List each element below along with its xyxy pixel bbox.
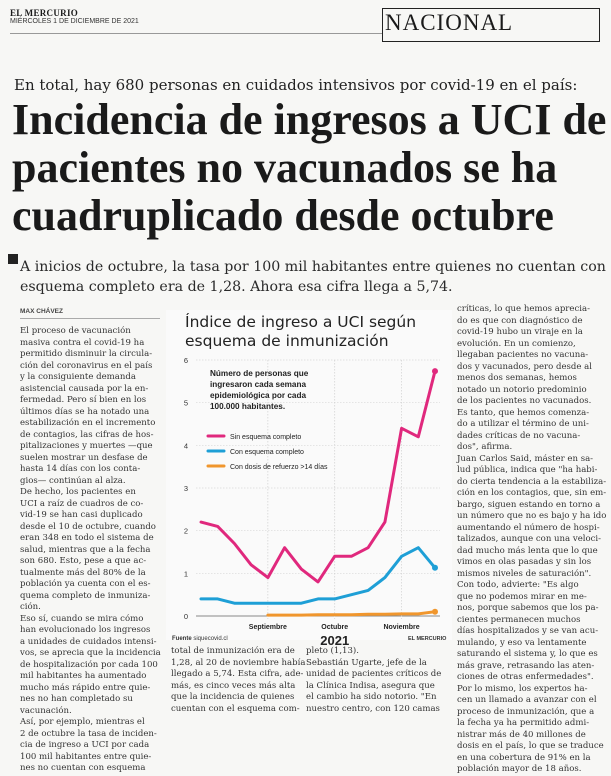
article-line: eran 348 en todo el sistema de xyxy=(20,533,154,543)
article-line: llegaban pacientes no vacuna- xyxy=(457,350,589,360)
y-tick-label: 5 xyxy=(183,398,188,408)
article-line: pleto (1,13). xyxy=(306,646,359,656)
article-column-2 xyxy=(171,646,306,715)
article-line: El proceso de vacunación xyxy=(20,326,131,336)
article-line: la Clínica Indisa, asegura que xyxy=(306,680,435,691)
deck-line: esquema completo era de 1,28. Ahora esa cifra llega a 5,74. xyxy=(20,279,453,295)
article-line: permitido disminuir la circula- xyxy=(20,349,153,359)
article-line: a unidades de cuidados intensi- xyxy=(20,636,157,647)
article-line: de los pacientes no vacunados. xyxy=(457,396,592,406)
masthead-date: MIÉRCOLES 1 DE DICIEMBRE DE 2021 xyxy=(10,18,139,25)
x-tick-label: Noviembre xyxy=(383,624,420,631)
article-column-4 xyxy=(457,304,607,776)
y-tick-label: 0 xyxy=(183,612,188,621)
article-line: salud, mientras que a la fecha xyxy=(20,544,151,555)
deck xyxy=(20,257,605,297)
article-line: mil habitantes ha aumentado xyxy=(20,671,147,681)
article-line: vacunación. xyxy=(20,705,72,716)
article-line: llegado a 5,74. Esta cifra, ade- xyxy=(171,669,304,679)
article-line: fermedad. Pero sí bien en los xyxy=(20,395,147,405)
article-line: críticas, lo que hemos aprecia- xyxy=(457,304,590,314)
chart-title-line: esquema de inmunización xyxy=(185,332,389,350)
chart-source xyxy=(172,636,228,642)
headline-line: Incidencia de ingresos a UCI de xyxy=(12,95,607,144)
article-line: mucho más rápido entre quie- xyxy=(20,682,151,693)
article-line: vid-19 se han casi duplicado xyxy=(20,510,143,520)
chart-annotation-line: Número de personas que xyxy=(210,369,309,378)
section-name: NACIONAL xyxy=(385,10,514,35)
article-line: ciones de otras enfermedades". xyxy=(457,672,594,682)
chart-title xyxy=(185,313,445,351)
article-line: Juan Carlos Said, máster en sa- xyxy=(457,453,594,464)
y-tick-label: 4 xyxy=(183,441,188,451)
chart-annotation-line: ingresaron cada semana xyxy=(210,380,307,389)
article-line: covid-19 hubo un viraje en la xyxy=(457,327,583,337)
article-line: últimos días se ha notado una xyxy=(20,406,150,417)
article-line: cuentan con el esquema com- xyxy=(171,703,300,714)
article-line: talizados, aunque con una veloci- xyxy=(457,534,602,544)
article-line: quema completo de inmuniza- xyxy=(20,590,151,601)
headline-line: pacientes no vacunados se ha xyxy=(12,143,558,192)
article-line: do a utilizar el término de uni- xyxy=(457,419,589,429)
article-line: saturando el sistema y, lo que es xyxy=(457,649,598,659)
byline: MAX CHÁVEZ xyxy=(20,308,63,315)
article-line: Eso sí, cuando se mira cómo xyxy=(20,613,144,624)
article-line: 1,28, al 20 de noviembre había xyxy=(171,657,306,668)
article-line: ción en los contagios, que, sin em- xyxy=(457,488,607,498)
article-line: nos, porque sabemos que los pa- xyxy=(457,603,599,613)
article-line: que no podemos mirar en me- xyxy=(457,591,587,602)
article-line: dos", afirma. xyxy=(457,442,513,452)
article-line: Sebastián Ugarte, jefe de la xyxy=(306,657,427,668)
masthead-rule xyxy=(10,33,382,34)
article-line: UCI a raíz de cuadros de co- xyxy=(20,498,144,509)
article-line: nes no cuentan con esquema xyxy=(20,763,146,773)
y-tick-label: 2 xyxy=(183,526,188,536)
article-line: población ya cuenta con el es- xyxy=(20,579,151,589)
byline-rule xyxy=(20,318,160,319)
chart-source-text: siquecovid.cl xyxy=(193,636,228,642)
article-line: desde el 10 de octubre, cuando xyxy=(20,521,156,532)
chart-source-label: Fuente xyxy=(172,636,192,642)
article-line: do es que con diagnóstico de xyxy=(457,315,583,326)
article-line: 2 de octubre la tasa de inciden- xyxy=(20,728,157,739)
article-line: do cierta tendencia a la estabiliza- xyxy=(457,476,607,487)
deck-bullet xyxy=(8,254,18,264)
article-line: cientes permanecen muchos xyxy=(457,614,581,625)
article-line: evolución. En un comienzo, xyxy=(457,338,576,349)
article-line: dad mucho más lenta que lo que xyxy=(457,545,598,556)
article-line: cia de ingreso a UCI por cada xyxy=(20,740,150,750)
headline xyxy=(12,95,607,240)
article-line: Así, por ejemplo, mientras el xyxy=(20,717,145,727)
x-tick-label: Septiembre xyxy=(248,624,287,631)
article-line: son 680. Esto, pese a que ac- xyxy=(20,556,147,566)
article-line: que la incidencia de quienes xyxy=(171,692,295,702)
series-line-1 xyxy=(201,548,435,604)
article-line: la fecha ya ha permitido admi- xyxy=(457,718,590,728)
headline-line: cuadruplicado desde octubre xyxy=(12,191,554,240)
article-line: total de inmunización era de xyxy=(171,646,295,656)
article-line: proceso de inmunización, que a xyxy=(457,706,595,717)
chart-title-line: Índice de ingreso a UCI según xyxy=(185,313,417,331)
y-tick-label: 6 xyxy=(183,356,188,365)
article-line: Con todo, advierte: "Es algo xyxy=(457,580,579,590)
article-line: 100 mil habitantes entre quie- xyxy=(20,751,152,762)
article-line: nuestro centro, con 120 camas xyxy=(306,703,440,714)
article-line: cen un llamado a avanzar con el xyxy=(457,695,597,705)
article-line: el cambio ha sido notorio. "En xyxy=(306,692,437,702)
article-line: ción. xyxy=(20,602,41,612)
article-line: estabilización en el incremento xyxy=(20,418,156,428)
chart-credit: EL MERCURIO xyxy=(408,636,447,642)
series-endpoint-2 xyxy=(432,609,438,615)
article-line: hasta 14 días con los conta- xyxy=(20,464,141,474)
legend-label: Sin esquema completo xyxy=(230,434,302,441)
article-line: nes no han completado su xyxy=(20,694,133,704)
article-line: ción del coronavirus en el país xyxy=(20,360,153,371)
article-line: pitalizaciones y muertes —que xyxy=(20,441,153,451)
article-line: un número que no es bajo y ha ido xyxy=(457,511,607,521)
y-tick-label: 1 xyxy=(183,569,188,579)
series-endpoint-1 xyxy=(432,565,438,571)
chart-annotation-line: 100.000 habitantes. xyxy=(210,402,286,411)
article-line: notado un notorio predominio xyxy=(457,384,587,395)
article-line: dos y vacunados, pero desde al xyxy=(457,361,592,372)
article-line: vimos en olas pasadas y sin los xyxy=(457,557,592,567)
article-line: de hospitalización por cada 100 xyxy=(20,659,158,670)
article-line: asistencial causada por la en- xyxy=(20,383,149,394)
article-line: unidad de pacientes críticos de xyxy=(306,669,442,679)
article-line: y la consiguiente demanda xyxy=(20,372,136,382)
article-line: De hecho, los pacientes en xyxy=(20,487,136,497)
deck-line: A inicios de octubre, la tasa por 100 mil habitantes entre quienes no cuentan con xyxy=(20,259,606,275)
chart-annotation-line: epidemiológica por cada xyxy=(210,391,306,400)
masthead-brand: EL MERCURIO xyxy=(10,8,79,18)
series-line-2 xyxy=(268,612,435,615)
article-line: días hospitalizados y se van acu- xyxy=(457,626,599,636)
legend-label: Con dosis de refuerzo >14 días xyxy=(230,464,328,471)
article-line: dosis en el país, lo que se traduce xyxy=(457,741,604,751)
article-line: gios— continúan al alza. xyxy=(20,475,126,486)
article-line: Es tanto, que hemos comenza- xyxy=(457,407,590,418)
article-column-1 xyxy=(20,326,173,775)
article-line: más grave, retrasando las aten- xyxy=(457,660,595,671)
article-line: suelen mostrar un desfase de xyxy=(20,452,148,463)
article-line: bargo, siguen estando en torno a xyxy=(457,499,601,510)
article-line: dades críticas de no vacuna- xyxy=(457,430,581,441)
article-line: han evolucionado los ingresos xyxy=(20,625,151,635)
article-line: población mayor de 18 años. xyxy=(457,764,582,774)
article-line: lud pública, indica que "ha habi- xyxy=(457,465,598,475)
article-line: menos dos semanas, hemos xyxy=(457,373,577,383)
article-line: Por lo mismo, los expertos ha- xyxy=(457,683,588,694)
article-line: tualmente más del 80% de la xyxy=(20,567,146,578)
article-line: nistrar más de 40 millones de xyxy=(457,729,586,740)
article-line: aumentando el número de hospi- xyxy=(457,522,600,533)
x-axis-year: 2021 xyxy=(320,633,350,648)
article-line: de contagios, las cifras de hos- xyxy=(20,429,154,440)
legend-label: Con esquema completo xyxy=(230,449,304,456)
article-line: mismos niveles de saturación". xyxy=(457,568,592,579)
article-line: masiva contra el covid-19 ha xyxy=(20,337,145,348)
kicker: En total, hay 680 personas en cuidados intensivos por covid-19 en el país: xyxy=(14,76,578,94)
x-tick-label: Octubre xyxy=(321,624,349,631)
y-tick-label: 3 xyxy=(183,484,188,493)
article-line: vos, se aprecia que la incidencia xyxy=(20,648,161,658)
article-column-3 xyxy=(306,646,441,715)
article-line: mulando, y eso va lentamente xyxy=(457,637,587,648)
article-line: en una cobertura de 91% en la xyxy=(457,752,591,763)
series-endpoint-0 xyxy=(432,368,438,374)
article-line: más, es cinco veces más alta xyxy=(171,680,296,691)
